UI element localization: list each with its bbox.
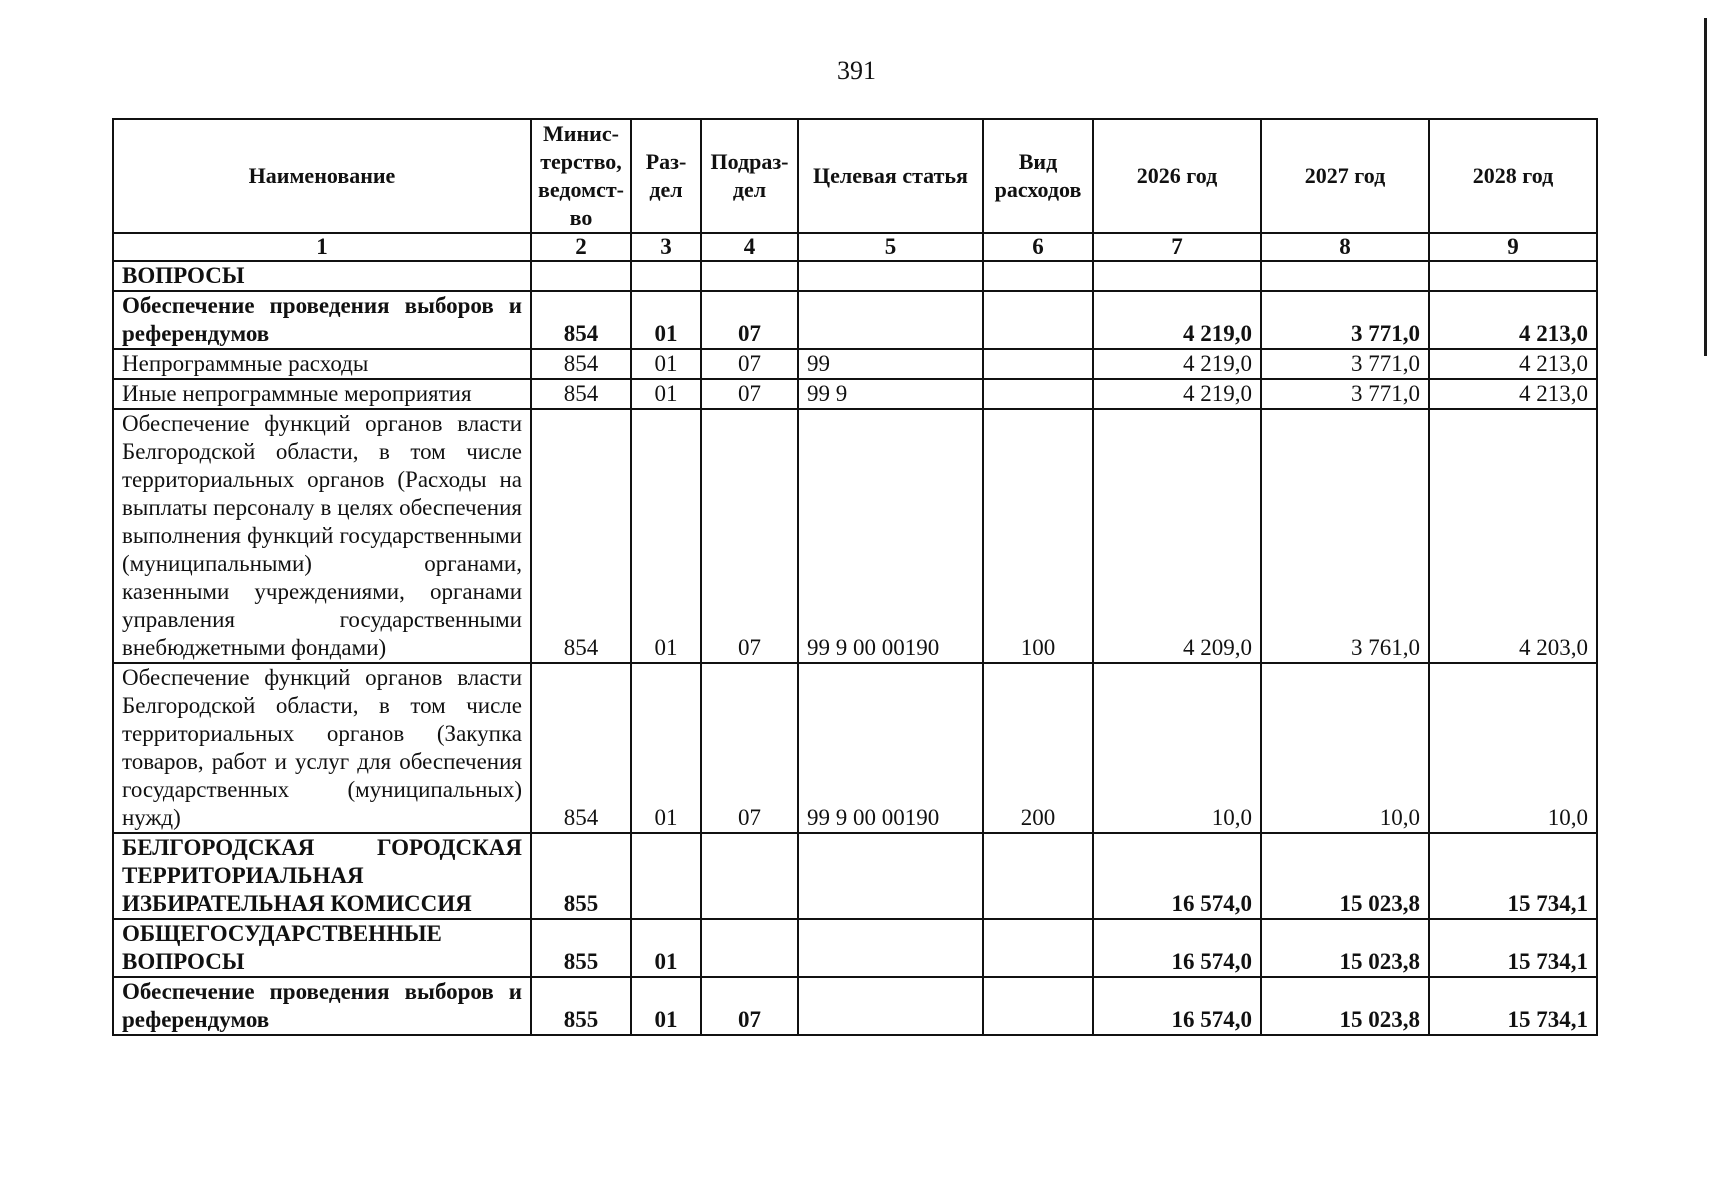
table-row — [113, 409, 1597, 663]
row-2026-value-cell: 16 574,0 — [1093, 919, 1261, 977]
row-subsection-cell: 07 — [701, 291, 798, 349]
header-target-article: Целевая статья — [798, 119, 983, 233]
header-name: Наименование — [113, 119, 531, 233]
row-section-cell: 01 — [631, 291, 701, 349]
row-2028-value-cell: 4 203,0 — [1429, 409, 1597, 663]
row-target-article-cell: 99 9 — [798, 379, 983, 409]
column-number: 6 — [983, 233, 1093, 261]
column-number-row — [113, 233, 1597, 261]
header-expense-type: Вид расходов — [983, 119, 1093, 233]
row-target-article-cell — [798, 833, 983, 919]
row-name-cell: БЕЛГОРОДСКАЯ ГОРОДСКАЯ ТЕРРИТОРИАЛЬНАЯ ИЗБИРАТЕЛЬНАЯ КОМИССИЯ — [113, 833, 531, 919]
row-2027-value-cell: 15 023,8 — [1261, 977, 1429, 1035]
column-number: 1 — [113, 233, 531, 261]
row-expense-type-cell: 200 — [983, 663, 1093, 833]
row-ministry-cell: 854 — [531, 349, 631, 379]
row-2027-value-cell — [1261, 261, 1429, 291]
row-ministry-cell: 854 — [531, 291, 631, 349]
row-2026-value-cell: 4 219,0 — [1093, 291, 1261, 349]
row-subsection-cell — [701, 833, 798, 919]
row-target-article-cell: 99 9 00 00190 — [798, 409, 983, 663]
header-year-2028: 2028 год — [1429, 119, 1597, 233]
row-expense-type-cell: 100 — [983, 409, 1093, 663]
row-name-cell: Иные непрограммные мероприятия — [113, 379, 531, 409]
table-header-row — [113, 119, 1597, 233]
row-target-article-cell — [798, 919, 983, 977]
header-ministry: Минис-терство, ведомст-во — [531, 119, 631, 233]
row-subsection-cell: 07 — [701, 409, 798, 663]
column-number: 7 — [1093, 233, 1261, 261]
row-ministry-cell: 855 — [531, 919, 631, 977]
row-2027-value-cell: 15 023,8 — [1261, 833, 1429, 919]
row-ministry-cell: 855 — [531, 977, 631, 1035]
row-ministry-cell: 854 — [531, 409, 631, 663]
row-section-cell: 01 — [631, 663, 701, 833]
row-2027-value-cell: 15 023,8 — [1261, 919, 1429, 977]
row-section-cell — [631, 261, 701, 291]
row-2026-value-cell: 16 574,0 — [1093, 833, 1261, 919]
row-expense-type-cell — [983, 291, 1093, 349]
column-number: 8 — [1261, 233, 1429, 261]
row-name-cell: ВОПРОСЫ — [113, 261, 531, 291]
row-target-article-cell — [798, 291, 983, 349]
row-name-cell: ОБЩЕГОСУДАРСТВЕННЫЕ ВОПРОСЫ — [113, 919, 531, 977]
row-2028-value-cell — [1429, 261, 1597, 291]
table-row — [113, 349, 1597, 379]
table-row — [113, 379, 1597, 409]
budget-table — [112, 118, 1598, 1036]
row-ministry-cell — [531, 261, 631, 291]
header-subsection: Подраз-дел — [701, 119, 798, 233]
row-2026-value-cell: 4 209,0 — [1093, 409, 1261, 663]
row-expense-type-cell — [983, 261, 1093, 291]
column-number: 5 — [798, 233, 983, 261]
row-subsection-cell: 07 — [701, 977, 798, 1035]
row-subsection-cell: 07 — [701, 663, 798, 833]
row-ministry-cell: 854 — [531, 663, 631, 833]
row-subsection-cell: 07 — [701, 349, 798, 379]
row-2026-value-cell: 16 574,0 — [1093, 977, 1261, 1035]
header-year-2027: 2027 год — [1261, 119, 1429, 233]
row-ministry-cell: 854 — [531, 379, 631, 409]
row-2028-value-cell: 4 213,0 — [1429, 349, 1597, 379]
row-section-cell: 01 — [631, 349, 701, 379]
row-2027-value-cell: 10,0 — [1261, 663, 1429, 833]
row-name-cell: Непрограммные расходы — [113, 349, 531, 379]
header-year-2026: 2026 год — [1093, 119, 1261, 233]
row-expense-type-cell — [983, 977, 1093, 1035]
column-number: 2 — [531, 233, 631, 261]
row-target-article-cell — [798, 977, 983, 1035]
row-expense-type-cell — [983, 919, 1093, 977]
row-name-cell: Обеспечение проведения выборов и референдумов — [113, 977, 531, 1035]
row-2028-value-cell: 15 734,1 — [1429, 977, 1597, 1035]
column-number: 3 — [631, 233, 701, 261]
header-section: Раз-дел — [631, 119, 701, 233]
row-2027-value-cell: 3 761,0 — [1261, 409, 1429, 663]
row-name-cell: Обеспечение функций органов власти Белгородской области, в том числе территориальных органов (Расходы на выплаты персоналу в целях обеспечения выполнения функций государственными (муниципальными) органами, казенными учреждениями, органами управления государственными внебюджетными фондами) — [113, 409, 531, 663]
row-2028-value-cell: 10,0 — [1429, 663, 1597, 833]
table-row — [113, 291, 1597, 349]
table-row — [113, 919, 1597, 977]
table-row — [113, 663, 1597, 833]
row-section-cell: 01 — [631, 977, 701, 1035]
row-subsection-cell — [701, 261, 798, 291]
table-row — [113, 977, 1597, 1035]
column-number: 4 — [701, 233, 798, 261]
row-2027-value-cell: 3 771,0 — [1261, 349, 1429, 379]
row-2028-value-cell: 15 734,1 — [1429, 833, 1597, 919]
row-2026-value-cell: 10,0 — [1093, 663, 1261, 833]
row-2027-value-cell: 3 771,0 — [1261, 291, 1429, 349]
table-row — [113, 833, 1597, 919]
row-2026-value-cell — [1093, 261, 1261, 291]
row-2026-value-cell: 4 219,0 — [1093, 349, 1261, 379]
row-2028-value-cell: 15 734,1 — [1429, 919, 1597, 977]
row-2028-value-cell: 4 213,0 — [1429, 379, 1597, 409]
column-number: 9 — [1429, 233, 1597, 261]
row-target-article-cell: 99 — [798, 349, 983, 379]
row-name-cell: Обеспечение функций органов власти Белгородской области, в том числе территориальных органов (Закупка товаров, работ и услуг для обеспечения государственных (муниципальных) нужд) — [113, 663, 531, 833]
row-section-cell — [631, 833, 701, 919]
row-subsection-cell — [701, 919, 798, 977]
row-section-cell: 01 — [631, 379, 701, 409]
row-2028-value-cell: 4 213,0 — [1429, 291, 1597, 349]
row-subsection-cell: 07 — [701, 379, 798, 409]
row-2027-value-cell: 3 771,0 — [1261, 379, 1429, 409]
row-2026-value-cell: 4 219,0 — [1093, 379, 1261, 409]
scan-edge-line — [1704, 18, 1707, 356]
row-section-cell: 01 — [631, 919, 701, 977]
page-number: 391 — [837, 56, 876, 85]
row-expense-type-cell — [983, 833, 1093, 919]
row-name-cell: Обеспечение проведения выборов и референдумов — [113, 291, 531, 349]
row-target-article-cell — [798, 261, 983, 291]
row-section-cell: 01 — [631, 409, 701, 663]
table-row — [113, 261, 1597, 291]
row-expense-type-cell — [983, 349, 1093, 379]
row-expense-type-cell — [983, 379, 1093, 409]
row-target-article-cell: 99 9 00 00190 — [798, 663, 983, 833]
row-ministry-cell: 855 — [531, 833, 631, 919]
